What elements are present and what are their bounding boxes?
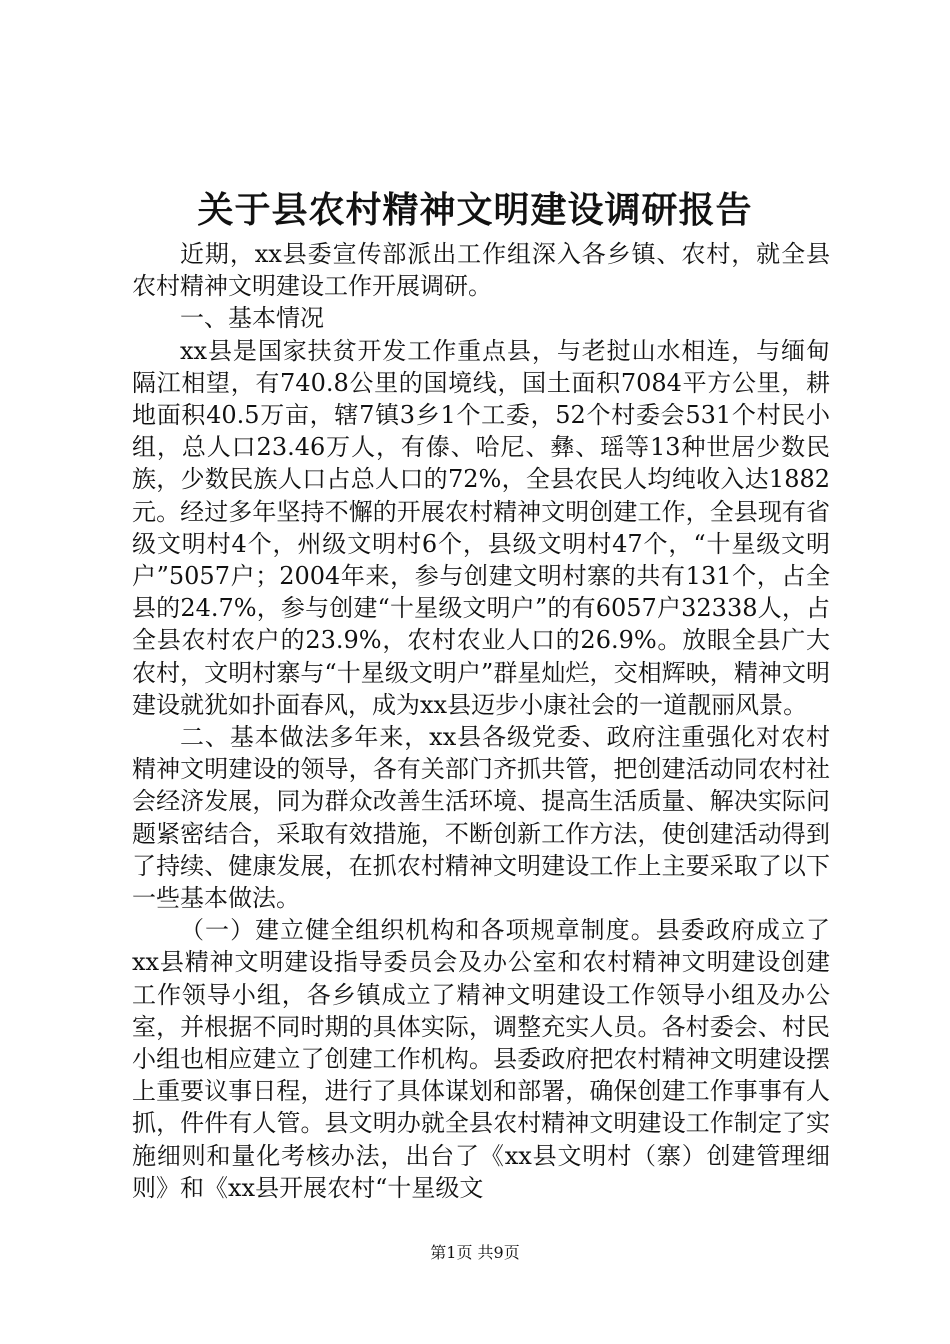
paragraph-intro: 近期，xx县委宣传部派出工作组深入各乡镇、农村，就全县农村精神文明建设工作开展调研。 — [132, 240, 830, 301]
section-heading-basic-situation: 一、基本情况 — [180, 304, 324, 333]
paragraph-organization: （一）建立健全组织机构和各项规章制度。县委政府成立了xx县精神文明建设指导委员会及办公室和农村精神文明建设创建工作领导小组，各乡镇成立了精神文明建设工作领导小组及办公室，并根据不同时期的具体实际，调整充实人员。各村委会、村民小组也相应建立了创建工作机构。县委政府把农村精神文明建设摆上重要议事日程，进行了具体谋划和部署，确保创建工作事事有人抓，件件有人管。县文明办就全县农村精神文明建设工作制定了实施细则和量化考核办法，出台了《xx县文明村（寨）创建管理细则》和《xx县开展农村“十星级文 — [132, 916, 830, 1202]
paragraph-basic-situation: xx县是国家扶贫开发工作重点县，与老挝山水相连，与缅甸隔江相望，有740.8公里的国境线，国土面积7084平方公里，耕地面积40.5万亩，辖7镇3乡1个工委，52个村委会531个村民小组，总人口23.46万人，有傣、哈尼、彝、瑶等13种世居少数民族，少数民族人口占总人口的72%，全县农民人均纯收入达1882元。经过多年坚持不懈的开展农村精神文明创建工作，全县现有省级文明村4个，州级文明村6个，县级文明村47个，“十星级文明户”5057户；2004年来，参与创建文明村寨的共有131个，占全县的24.7%，参与创建“十星级文明户”的有6057户32338人，占全县农村农户的23.9%，农村农业人口的26.9%。放眼全县广大农村，文明村寨与“十星级文明户”群星灿烂，交相辉映，精神文明建设就犹如扑面春风，成为xx县迈步小康社会的一道靓丽风景。 — [132, 336, 830, 719]
paragraph-basic-practices: 二、基本做法多年来，xx县各级党委、政府注重强化对农村精神文明建设的领导，各有关部门齐抓共管，把创建活动同农村社会经济发展，同为群众改善生活环境、提高生活质量、解决实际问题紧密结合，采取有效措施，不断创新工作方法，使创建活动得到了持续、健康发展，在抓农村精神文明建设工作上主要采取了以下一些基本做法。 — [132, 723, 830, 913]
document-body — [132, 238, 830, 1204]
page-footer: 第1页 共9页 — [430, 1243, 520, 1262]
page-title: 关于县农村精神文明建设调研报告 — [197, 189, 753, 231]
